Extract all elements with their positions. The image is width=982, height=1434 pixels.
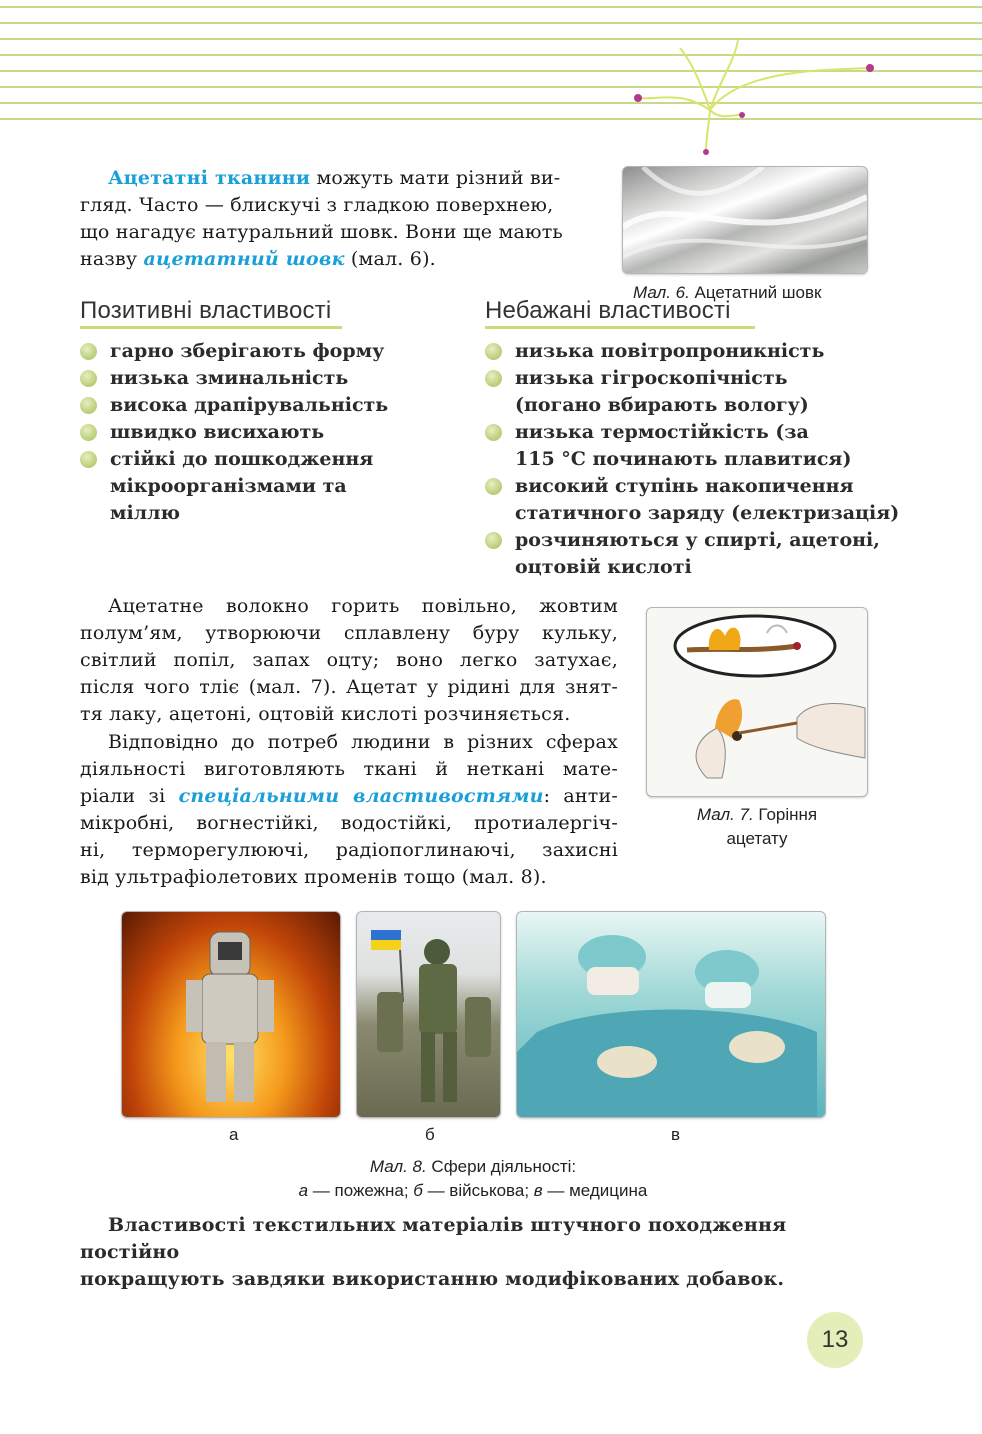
special-properties-paragraph: Відповідно до потреб людини в різних сферах діяльності виготовляють тканi й неткані мате- ріали зі спеціальними властивостями: анти- мікробні, вогнестійкі, водостійкі, протиалергіч- ні, терморегулюючі, радіопоглинаючі, захисні від ультрафіолетових променів тощо (мал. 8). (80, 731, 618, 888)
bullet-icon (485, 424, 502, 441)
list-item: стійкі до пошкодження мікроорганізмами та міллю (80, 446, 410, 527)
bullet-icon (80, 424, 97, 441)
list-item: високий ступінь накопичення статичного заряду (електризація) (485, 473, 905, 527)
list-item: низька гігроскопічність (погано вбирають вологу) (485, 365, 865, 419)
bullet-icon (80, 451, 97, 468)
silk-folds-graphic (623, 167, 867, 273)
bullet-icon (485, 370, 502, 387)
bullet-icon (80, 370, 97, 387)
conclusion-paragraph: Властивості текстильних матеріалів штучного походження постійно покращують завдяки використанню модифікованих добавок. (80, 1214, 787, 1290)
heading-underline (80, 326, 342, 329)
fig8-caption: Мал. 8. Сфери діяльності: а — пожежна; б — військова; в — медицина (298, 1157, 648, 1200)
acetate-silk-photo (622, 166, 868, 274)
fig8-sub-b: б (425, 1125, 435, 1144)
fig7-caption: Мал. 7. Горіння ацетату (696, 805, 818, 848)
bullet-icon (80, 343, 97, 360)
bullet-icon (485, 343, 502, 360)
heading-underline (485, 326, 755, 329)
fig8-sub-a: а (229, 1125, 239, 1144)
acetate-burning-illustration (646, 607, 868, 797)
ribbon-bow-icon (620, 40, 890, 160)
term-special-properties: спеціальними властивостями (178, 785, 544, 807)
firefighter-photo (121, 911, 341, 1118)
surgery-photo (516, 911, 826, 1118)
list-item: низька зминальність (80, 365, 460, 392)
negative-properties-list (485, 338, 900, 581)
term-acetate-silk: ацетатний шовк (143, 248, 345, 270)
burning-paragraph: Ацетатне волокно горить повільно, жовтим полум’ям, утворюючи сплавлену буру кульку, світлий попіл, запах оцту; воно легко затухає, після чого тліє (мал. 7). Ацетат у рідині для знят- тя лаку, ацетоні, оцтовій кислоті розчиняється. (80, 595, 618, 725)
soldier-with-flag (357, 912, 500, 1117)
list-item: низька повітропроникність (485, 338, 880, 365)
bullet-icon (80, 397, 97, 414)
bullet-icon (485, 532, 502, 549)
burning-fiber-drawing (647, 608, 867, 796)
protective-suit-figure (122, 912, 340, 1117)
positive-properties-list (80, 338, 460, 527)
list-item: низька термостійкість (за 115 °С починають плавитися) (485, 419, 855, 473)
list-item: розчиняються у спирті, ацетоні, оцтовій кислоті (485, 527, 885, 581)
positive-properties-heading: Позитивні властивості (80, 297, 331, 325)
negative-properties-heading: Небажані властивості (485, 297, 731, 325)
fig6-caption: Мал. 6. Ацетатний шовк (633, 283, 822, 302)
list-item: висока драпірувальність (80, 392, 460, 419)
fig8-sub-c: в (671, 1125, 681, 1144)
intro-paragraph: Ацетатні тканини можуть мати різний ви- гляд. Часто — блискучі з гладкою поверхнею, що нагадує натуральний шовк. Вони ще мають назву ацетатний шовк (мал. 6). (80, 167, 563, 270)
term-acetate-fabrics: Ацетатні тканини (108, 167, 311, 189)
list-item: швидко висихають (80, 419, 460, 446)
page-number: 13 (807, 1312, 863, 1368)
surgeons-figure (517, 912, 825, 1117)
military-photo (356, 911, 501, 1118)
bullet-icon (485, 478, 502, 495)
list-item: гарно зберігають форму (80, 338, 460, 365)
